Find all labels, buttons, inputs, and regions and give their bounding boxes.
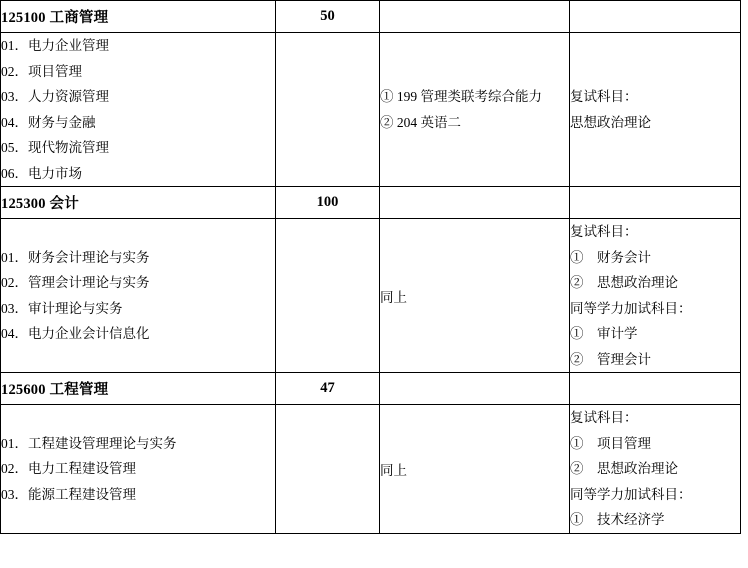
equivalent-item: ① 审计学 xyxy=(570,326,638,341)
exam-subjects-cell xyxy=(380,405,570,534)
list-item: 03．能源工程建设管理 xyxy=(1,486,136,502)
list-item: 03．人力资源管理 xyxy=(1,89,109,104)
research-direction-list xyxy=(1,33,275,186)
retest-item: ① 项目管理 xyxy=(570,435,651,451)
enrollment-count-cell-empty xyxy=(276,219,380,373)
exam-subjects-cell xyxy=(380,33,570,187)
exam-subjects-cell xyxy=(380,219,570,373)
exam-same-as-above: 同上 xyxy=(380,462,407,478)
research-directions-cell xyxy=(1,405,276,534)
retest-subjects-cell xyxy=(570,33,741,187)
enrollment-count-cell-empty xyxy=(276,33,380,187)
retest-subjects-cell xyxy=(570,405,741,534)
equivalent-item: ② 管理会计 xyxy=(570,351,651,367)
enrollment-count-cell xyxy=(276,373,380,405)
program-title: 125600 工程管理 xyxy=(1,382,109,398)
list-item: 02．电力工程建设管理 xyxy=(1,461,136,476)
program-title: 125300 会计 xyxy=(1,196,79,212)
list-item: 02．项目管理 xyxy=(1,63,82,79)
program-name-cell xyxy=(1,187,276,219)
table-row xyxy=(1,219,741,373)
list-item: 01．工程建设管理理论与实务 xyxy=(1,435,177,451)
equivalent-label: 同等学力加试科目： xyxy=(570,486,692,502)
program-name-cell xyxy=(1,1,276,33)
exam-subjects-cell-empty xyxy=(380,373,570,405)
equivalent-item: ① 技术经济学 xyxy=(570,512,665,527)
list-item: 01．财务会计理论与实务 xyxy=(1,249,150,265)
retest-item: ② 思想政治理论 xyxy=(570,461,678,476)
retest-subjects-cell-empty xyxy=(570,1,741,33)
table-row xyxy=(1,373,741,405)
list-item: 06．电力市场 xyxy=(1,165,82,181)
research-direction-list xyxy=(1,245,275,347)
list-item: 01．电力企业管理 xyxy=(1,38,109,53)
retest-label: 复试科目： xyxy=(570,89,638,104)
list-item: ② 204 英语二 xyxy=(380,114,461,130)
retest-subjects-cell-empty xyxy=(570,373,741,405)
retest-item: ② 思想政治理论 xyxy=(570,275,678,290)
enrollment-count: 50 xyxy=(320,8,335,24)
retest-subjects-cell xyxy=(570,219,741,373)
equivalent-label: 同等学力加试科目： xyxy=(570,300,692,316)
program-title: 125100 工商管理 xyxy=(1,10,109,26)
list-item: 04．电力企业会计信息化 xyxy=(1,326,150,341)
table-row xyxy=(1,405,741,534)
program-name-cell xyxy=(1,373,276,405)
retest-item: 思想政治理论 xyxy=(570,114,651,130)
retest-subject-list xyxy=(570,405,740,533)
research-direction-list xyxy=(1,431,275,508)
enrollment-count: 100 xyxy=(316,194,339,210)
retest-label: 复试科目： xyxy=(570,224,638,239)
retest-subject-list xyxy=(570,84,740,135)
exam-subjects-cell-empty xyxy=(380,1,570,33)
list-item: ① 199 管理类联考综合能力 xyxy=(380,88,542,104)
research-directions-cell xyxy=(1,219,276,373)
list-item: 05．现代物流管理 xyxy=(1,140,109,155)
exam-subjects-cell-empty xyxy=(380,187,570,219)
table-row xyxy=(1,187,741,219)
list-item: 02．管理会计理论与实务 xyxy=(1,275,150,290)
research-directions-cell xyxy=(1,33,276,187)
enrollment-count: 47 xyxy=(320,380,335,396)
exam-same-as-above: 同上 xyxy=(380,289,407,305)
table-row xyxy=(1,1,741,33)
enrollment-count-cell xyxy=(276,187,380,219)
exam-subject-list xyxy=(380,84,569,136)
retest-item: ① 财务会计 xyxy=(570,249,651,265)
retest-subjects-cell-empty xyxy=(570,187,741,219)
enrollment-count-cell-empty xyxy=(276,405,380,534)
retest-subject-list xyxy=(570,219,740,372)
table-row xyxy=(1,33,741,187)
list-item: 03．审计理论与实务 xyxy=(1,300,123,316)
enrollment-count-cell xyxy=(276,1,380,33)
retest-label: 复试科目： xyxy=(570,410,638,425)
list-item: 04．财务与金融 xyxy=(1,114,96,130)
